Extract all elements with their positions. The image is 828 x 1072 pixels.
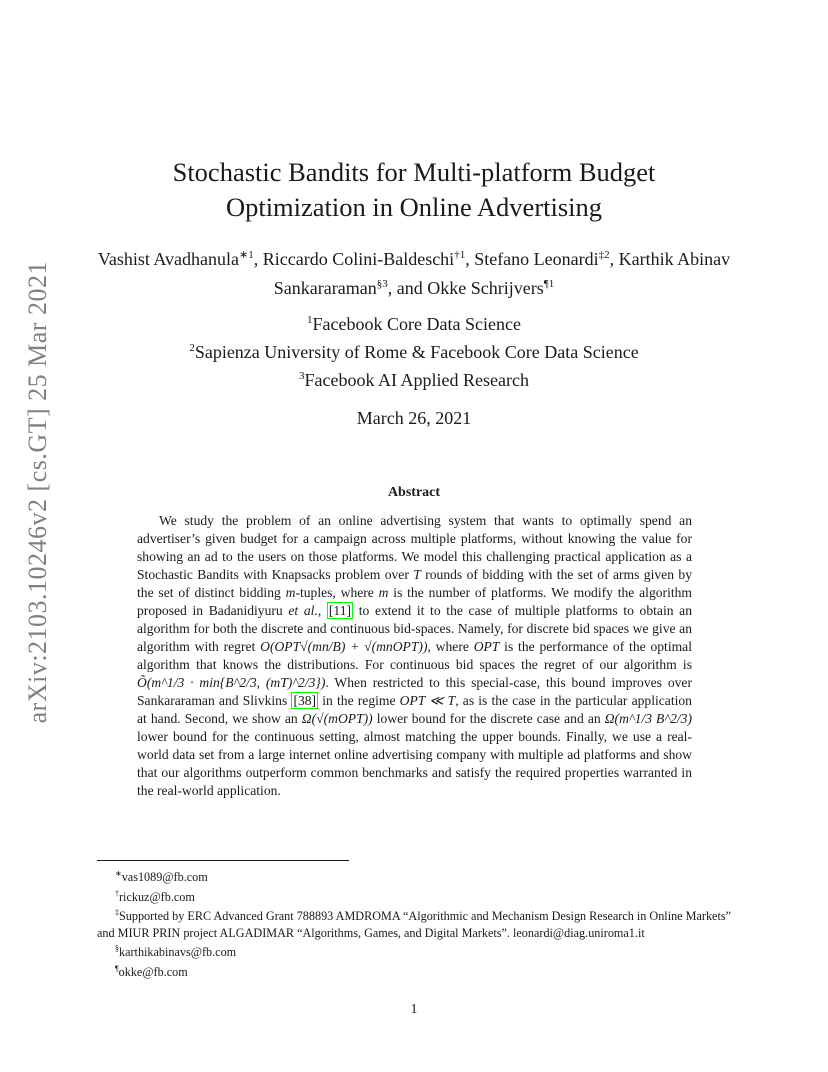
footnotes [97, 866, 737, 980]
author-name: Okke Schrijvers [427, 278, 544, 298]
math-var: OPT [473, 639, 500, 654]
abstract-text: lower bound for the discrete case and an [372, 711, 605, 726]
author-separator: , [465, 249, 475, 269]
abstract-text: to extend it to the case of multiple platforms to obtain an algorithm for both the discrete and continuous bid-spaces. Namely, for discrete bid spaces we give an algorithm with regret [137, 603, 693, 654]
page-number: 1 [410, 1002, 418, 1017]
footnote-rule [97, 860, 349, 861]
affiliation-list [100, 308, 728, 392]
author-name: Stefano Leonardi [474, 249, 599, 269]
author-mark: ∗1 [239, 249, 254, 261]
footnote-mark: ‡ [115, 908, 119, 918]
footnote-text: rickuz@fb.com [119, 889, 195, 904]
math-expression: Ω(m^1/3 B^2/3) [604, 711, 692, 726]
author-separator: , and [387, 278, 428, 298]
affiliation-text: Sapienza University of Rome & Facebook Core Data Science [194, 342, 639, 362]
abstract-text: is the number of platforms. We modify the algorithm proposed in Badanidiyuru [137, 585, 692, 618]
footnote-mark: † [115, 888, 119, 898]
footnote [97, 961, 737, 981]
math-expression: Õ(m^1/3 · min{B^2/3, (mT)^2/3}) [137, 675, 326, 690]
citation-link[interactable]: [38] [293, 693, 317, 708]
footnote-text: vas1089@fb.com [121, 870, 208, 885]
footnote-mark: ∗ [115, 869, 122, 878]
abstract-text: , [317, 603, 327, 618]
abstract-text: lower bound for the continuous setting, almost matching the upper bounds. Finally, we use a real-world data set from a large internet online advertising company with multiple ad platforms and show that our algorithms outperform common benchmarks and satisfy the required properties warranted in the real-world application. [137, 729, 692, 798]
author-mark: ‡2 [598, 249, 610, 261]
et-al: et al. [288, 603, 318, 618]
footnote [97, 886, 737, 906]
author-mark: †1 [454, 249, 466, 261]
math-var: m [285, 585, 296, 600]
author-list [92, 243, 736, 301]
footnote-text: Supported by ERC Advanced Grant 788893 AMDROMA “Algorithmic and Mechanism Design Research in Online Markets” and MIUR PRIN project ALGADIMAR “Algorithms, Games, and Digital Markets”. leonardi@diag.uniroma1.it [97, 909, 731, 940]
footnote [97, 905, 737, 941]
abstract-text: -tuples, where [295, 585, 379, 600]
affiliation-mark: 2 [189, 342, 195, 354]
math-var: m [378, 585, 389, 600]
affiliation-mark: 1 [307, 314, 313, 326]
affiliation [100, 336, 728, 364]
math-var: T [413, 567, 421, 582]
author-name: Vashist Avadhanula [97, 249, 240, 269]
abstract-text: We study the problem of an online advertising system that wants to optimally spend an advertiser’s given budget for a campaign across multiple platforms, without knowing the value for showing an ad to the users on those platforms. We model this challenging practical application as a Stochastic Bandits with Knapsacks problem over [137, 513, 692, 582]
math-expression: Ω(√(mOPT)) [301, 711, 373, 726]
author-mark: ¶1 [543, 278, 555, 290]
affiliation [100, 308, 728, 336]
abstract-text: , where [427, 639, 474, 654]
title-line-1: Stochastic Bandits for Multi-platform Budget [172, 157, 656, 187]
paper-title [100, 155, 728, 225]
abstract-text: in the regime [318, 693, 400, 708]
author-mark: §3 [376, 278, 388, 290]
arxiv-sidebar [22, 260, 54, 724]
math-expression: O(OPT√(mn/B) + √(mnOPT)) [260, 639, 428, 654]
title-line-2: Optimization in Online Advertising [225, 192, 603, 222]
affiliation-text: Facebook Core Data Science [312, 314, 521, 334]
footnote [97, 941, 737, 961]
author-separator: , [609, 249, 619, 269]
author-name: Karthik Abinav Sankararaman [273, 249, 731, 298]
footnote [97, 866, 737, 886]
abstract-text: rounds of bidding with the set of arms given by the set of distinct bidding [137, 567, 692, 600]
arxiv-identifier: arXiv:2103.10246v2 [cs.GT] 25 Mar 2021 [23, 260, 52, 724]
abstract-body [137, 512, 692, 800]
footnote-mark: ¶ [115, 963, 119, 973]
abstract-text: , as is the case in the particular application at hand. Second, we show an [137, 693, 692, 726]
footnote-text: okke@fb.com [118, 964, 188, 979]
abstract-text: is the performance of the optimal algorithm that knows the distributions. For continuous bid spaces the regret of our algorithm is [137, 639, 692, 672]
citation-link[interactable]: [11] [328, 603, 352, 618]
abstract-text: . When restricted to this special-case, this bound improves over Sankararaman and Slivkins [137, 675, 692, 708]
affiliation-text: Facebook AI Applied Research [304, 370, 529, 390]
affiliation-mark: 3 [299, 370, 305, 382]
affiliation [100, 364, 728, 392]
math-expression: OPT ≪ T [399, 693, 456, 708]
author-separator: , [253, 249, 263, 269]
footnote-text: karthikabinavs@fb.com [119, 945, 237, 960]
footnote-mark: § [115, 944, 119, 954]
paper-date: March 26, 2021 [356, 408, 472, 428]
author-name: Riccardo Colini-Baldeschi [262, 249, 455, 269]
abstract-heading: Abstract [387, 485, 441, 500]
